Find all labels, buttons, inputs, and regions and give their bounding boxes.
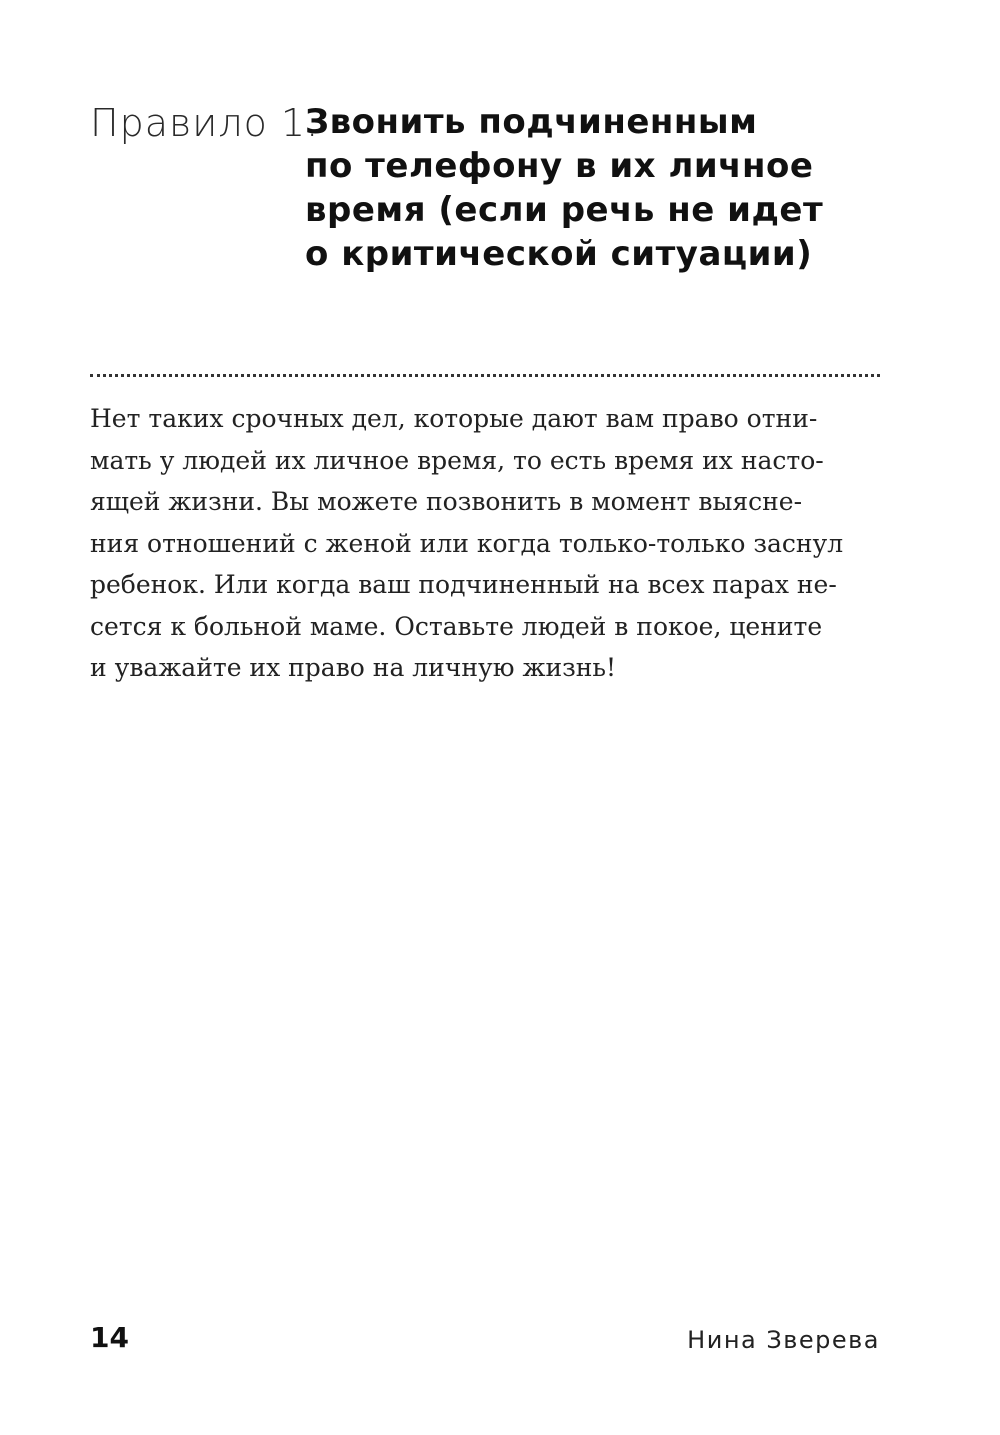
paragraph-line: Нет таких срочных дел, которые дают вам право отни- — [90, 404, 818, 433]
paragraph-line: ящей жизни. Вы можете позвонить в момент выясне- — [90, 487, 803, 516]
rule-title-line: Звонить подчиненным — [305, 102, 758, 142]
rule-title-line: по телефону в их личное — [305, 146, 814, 186]
paragraph-line: ния отношений с женой или когда только-только заснул — [90, 528, 844, 558]
paragraph-line: мать у людей их личное время, то есть время их насто- — [90, 445, 824, 475]
dotted-separator — [90, 374, 880, 377]
paragraph-line: и уважайте их право на личную жизнь! — [90, 653, 617, 682]
author-name: Нина Зверева — [687, 1326, 880, 1354]
rule-title-line: о критической ситуации) — [305, 234, 813, 274]
rule-title — [305, 100, 825, 276]
paragraph-line: ребенок. Или когда ваш подчиненный на всех парах не- — [90, 570, 837, 599]
body-paragraph — [90, 398, 890, 689]
paragraph-line: сется к больной маме. Оставьте людей в покое, цените — [90, 611, 823, 641]
rule-number-label: Правило 1. — [90, 101, 320, 145]
rule-title-line: время (если речь не идет — [305, 190, 824, 230]
page-number: 14 — [90, 1321, 129, 1354]
